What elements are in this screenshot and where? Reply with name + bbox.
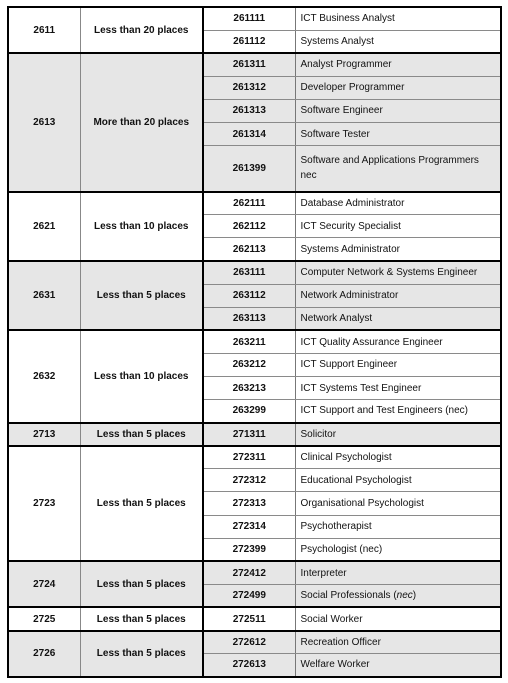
occupation-code: 272612 <box>203 631 295 654</box>
occupation-title: Clinical Psychologist <box>295 446 501 469</box>
occupation-title: Software Tester <box>295 122 501 145</box>
occupation-code: 261112 <box>203 30 295 53</box>
unit-group-code: 2632 <box>8 330 80 422</box>
occupation-code: 261314 <box>203 122 295 145</box>
table-row <box>8 561 501 584</box>
occupation-title: Software and Applications Programmers nec <box>295 146 501 192</box>
occupation-title: Software Engineer <box>295 99 501 122</box>
occupation-code: 263113 <box>203 307 295 330</box>
occupation-code: 263212 <box>203 353 295 376</box>
table-row <box>8 7 501 30</box>
occupation-code: 272399 <box>203 538 295 561</box>
places-available: Less than 5 places <box>80 631 203 677</box>
occupation-title: Developer Programmer <box>295 76 501 99</box>
occupation-table-body <box>8 7 501 677</box>
occupation-code: 272511 <box>203 607 295 630</box>
occupation-title: Interpreter <box>295 561 501 584</box>
occupation-title: ICT Support and Test Engineers (nec) <box>295 400 501 423</box>
occupation-code: 262111 <box>203 192 295 215</box>
occupation-title: Welfare Worker <box>295 654 501 677</box>
places-available: Less than 5 places <box>80 446 203 561</box>
places-available: Less than 10 places <box>80 330 203 422</box>
occupation-title: Psychotherapist <box>295 515 501 538</box>
places-available: Less than 5 places <box>80 261 203 330</box>
occupation-code: 272312 <box>203 469 295 492</box>
occupation-code: 272314 <box>203 515 295 538</box>
occupation-title: Computer Network & Systems Engineer <box>295 261 501 284</box>
unit-group-code: 2613 <box>8 53 80 192</box>
occupation-code: 272499 <box>203 584 295 607</box>
occupation-title: Psychologist (nec) <box>295 538 501 561</box>
occupation-title: Analyst Programmer <box>295 53 501 76</box>
places-available: More than 20 places <box>80 53 203 192</box>
occupation-title: Systems Analyst <box>295 30 501 53</box>
places-available: Less than 5 places <box>80 423 203 446</box>
occupation-title: Systems Administrator <box>295 238 501 261</box>
occupation-code: 271311 <box>203 423 295 446</box>
occupation-code: 263211 <box>203 330 295 353</box>
occupation-code: 263213 <box>203 377 295 400</box>
occupation-title: Social Professionals (nec) <box>295 584 501 607</box>
occupation-title: Organisational Psychologist <box>295 492 501 515</box>
occupation-code: 272613 <box>203 654 295 677</box>
unit-group-code: 2725 <box>8 607 80 630</box>
table-row <box>8 607 501 630</box>
occupation-title: ICT Business Analyst <box>295 7 501 30</box>
unit-group-code: 2611 <box>8 7 80 53</box>
places-available: Less than 5 places <box>80 607 203 630</box>
occupation-title: Solicitor <box>295 423 501 446</box>
unit-group-code: 2724 <box>8 561 80 607</box>
occupation-title: Educational Psychologist <box>295 469 501 492</box>
table-row <box>8 261 501 284</box>
occupation-code: 263111 <box>203 261 295 284</box>
places-available: Less than 20 places <box>80 7 203 53</box>
occupation-title: Network Analyst <box>295 307 501 330</box>
unit-group-code: 2723 <box>8 446 80 561</box>
table-row <box>8 446 501 469</box>
occupation-title: ICT Systems Test Engineer <box>295 377 501 400</box>
occupation-code: 261312 <box>203 76 295 99</box>
unit-group-code: 2631 <box>8 261 80 330</box>
occupation-code: 261311 <box>203 53 295 76</box>
places-available: Less than 10 places <box>80 192 203 261</box>
table-row <box>8 423 501 446</box>
occupation-code: 272311 <box>203 446 295 469</box>
places-available: Less than 5 places <box>80 561 203 607</box>
table-row <box>8 53 501 76</box>
occupation-code: 272412 <box>203 561 295 584</box>
table-row <box>8 192 501 215</box>
occupation-table-container <box>7 6 500 676</box>
occupation-code: 263112 <box>203 284 295 307</box>
occupation-title: ICT Security Specialist <box>295 215 501 238</box>
occupation-title: Database Administrator <box>295 192 501 215</box>
unit-group-code: 2726 <box>8 631 80 677</box>
occupation-title: ICT Quality Assurance Engineer <box>295 330 501 353</box>
occupation-title: Network Administrator <box>295 284 501 307</box>
unit-group-code: 2713 <box>8 423 80 446</box>
occupation-title: ICT Support Engineer <box>295 353 501 376</box>
occupation-code: 261399 <box>203 146 295 192</box>
occupation-code: 262113 <box>203 238 295 261</box>
table-row <box>8 330 501 353</box>
occupation-title: Social Worker <box>295 607 501 630</box>
occupation-code: 263299 <box>203 400 295 423</box>
occupation-code: 261111 <box>203 7 295 30</box>
occupation-table <box>7 6 502 678</box>
table-row <box>8 631 501 654</box>
occupation-code: 262112 <box>203 215 295 238</box>
occupation-code: 272313 <box>203 492 295 515</box>
occupation-code: 261313 <box>203 99 295 122</box>
occupation-title: Recreation Officer <box>295 631 501 654</box>
unit-group-code: 2621 <box>8 192 80 261</box>
